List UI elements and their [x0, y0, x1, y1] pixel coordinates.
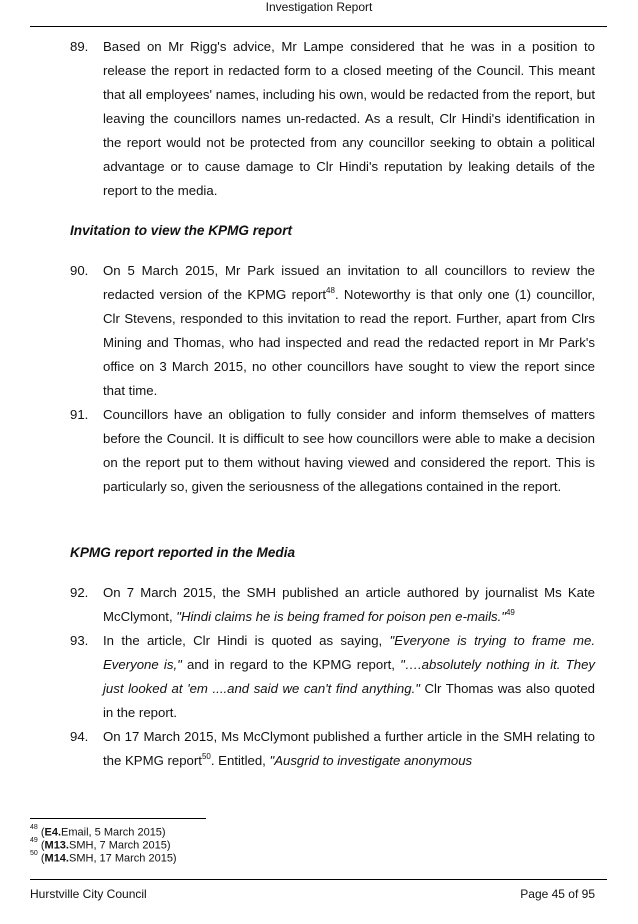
paragraph-number: 90. — [70, 263, 89, 278]
section-heading-invitation: Invitation to view the KPMG report — [70, 223, 293, 238]
footnote-ref: 50 — [201, 751, 211, 761]
footnote-ref: 49 — [505, 607, 515, 617]
paragraph-text: In the article, Clr Hindi is quoted as saying, "Everyone is trying to frame me. Everyone is," and in regard to the KPMG report, "….absolutely nothing in it. They just looked at 'em ....and said we can't find anything." Clr Thomas was also quoted in the report. — [103, 633, 596, 720]
section-heading-media: KPMG report reported in the Media — [70, 545, 296, 560]
paragraph-text: On 17 March 2015, Ms McClymont published a further article in the SMH relating to the KPMG report$^{50}$. Entitled, "Ausgrid to investigate anonymous — [103, 729, 595, 768]
page-number: Page 45 of 95 — [520, 887, 595, 901]
header-rule — [30, 26, 607, 27]
paragraph-number: 91. — [70, 407, 89, 422]
paragraph-number: 92. — [70, 585, 89, 600]
footer-organization: Hurstville City Council — [30, 887, 147, 901]
paragraph-text: Councillors have an obligation to fully consider and inform themselves of matters before the Council. It is difficult to see how councillors were able to make a decision on the report put to them without having viewed and considered the report. This is particularly so, given the seriousness of the allegations contained in the report. — [103, 407, 595, 494]
paragraph-number: 94. — [70, 729, 89, 744]
paragraph-92 — [70, 581, 595, 629]
paragraph-94 — [70, 725, 595, 773]
footer-rule — [30, 879, 607, 880]
paragraph-89 — [70, 35, 595, 203]
page-header: Investigation Report — [265, 0, 373, 14]
paragraph-90 — [70, 259, 595, 403]
paragraph-93 — [70, 629, 595, 725]
paragraph-text: On 5 March 2015, Mr Park issued an invitation to all councillors to review the redacted version of the KPMG report$^{48}$. Noteworthy is that only one (1) councillor, Clr Stevens, responded to this invitation to read the report. Further, apart from Clrs Mining and Thomas, who had inspected and read the redacted report in Mr Park's office on 3 March 2015, no other councillors have sought to view the report since that time. — [103, 263, 595, 398]
footnote-48: $^{48}$ (E4.Email, 5 March 2015) — [30, 824, 166, 839]
paragraph-number: 93. — [70, 633, 89, 648]
paragraph-text: On 7 March 2015, the SMH published an article authored by journalist Ms Kate McClymont, "Hindi claims he is being framed for poison pen e-mails."$^{49}$ — [103, 585, 595, 624]
paragraph-91 — [70, 403, 595, 499]
footnote-rule — [30, 818, 206, 819]
footnote-50: $^{50}$ (M14.SMH, 17 March 2015) — [30, 850, 177, 865]
paragraph-number: 89. — [70, 39, 89, 54]
footnote-ref: 48 — [326, 285, 335, 295]
footnote-49: $^{49}$ (M13.SMH, 7 March 2015) — [30, 837, 171, 852]
paragraph-text: Based on Mr Rigg's advice, Mr Lampe considered that he was in a position to release the report in redacted form to a closed meeting of the Council. This meant that all employees' names, including his own, would be redacted from the report, but leaving the councillors names un-redacted. As a result, Clr Hindi's identification in the report would not be protected from any councillor seeking to obtain a political advantage or to cause damage to Clr Hindi's reputation by leaking details of the report to the media. — [103, 39, 595, 198]
